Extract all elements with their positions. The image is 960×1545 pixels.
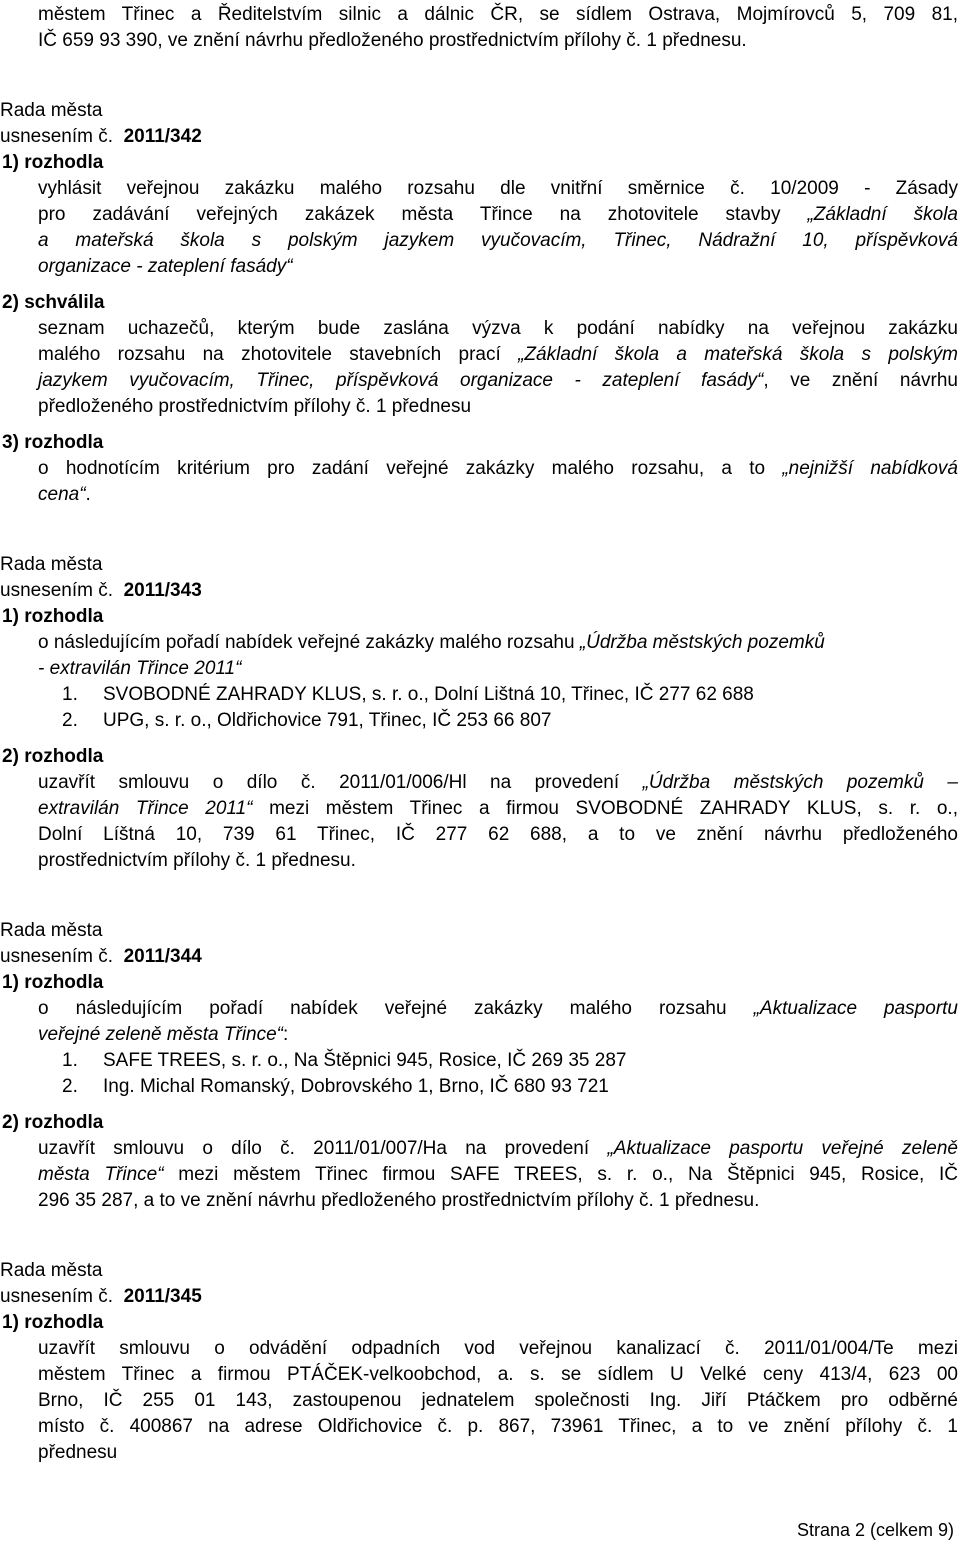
rozhodla-label: rozhodla: [24, 606, 104, 627]
rada-mesta-343: Rada města: [0, 554, 103, 575]
rozhodla-label: rozhodla: [24, 152, 104, 173]
r344-p2-line1-italic: „Aktualizace pasportu veřejné zeleně: [607, 1138, 959, 1159]
usneseni-label: usnesením č.: [0, 1286, 113, 1307]
r342-p2-line4: předloženého prostřednictvím přílohy č. 1 přednesu: [38, 396, 472, 417]
r344-list-item-1: SAFE TREES, s. r. o., Na Štěpnici 945, Rosice, IČ 269 35 287: [103, 1050, 627, 1071]
resolution-number-345: [0, 1284, 202, 1310]
r342-p2-line2-italic: „Základní škola a mateřská škola s polským: [518, 344, 958, 365]
r344-p1-line2: [38, 1022, 288, 1048]
r344-p2-line2-italic: města Třince“: [38, 1164, 164, 1185]
page-footer: Strana 2 (celkem 9): [796, 1520, 954, 1540]
r342-p1-line2-text: pro zadávání veřejných zakázek města Třince na zhotovitele stavby: [38, 204, 808, 225]
rozhodla-label: rozhodla: [24, 746, 104, 767]
point-2-344: 2) rozhodla: [2, 1112, 104, 1133]
r342-p2-line2: [38, 342, 958, 368]
r342-p2-line2-text: malého rozsahu na zhotovitele stavebních prací: [38, 344, 519, 365]
r343-p2-line1: [38, 770, 958, 796]
usneseni-label: usnesením č.: [0, 580, 113, 601]
r343-list-item-1: SVOBODNÉ ZAHRADY KLUS, s. r. o., Dolní Lištná 10, Třinec, IČ 277 62 688: [103, 684, 754, 705]
rozhodla-label: rozhodla: [24, 972, 104, 993]
point-1-345: 1) rozhodla: [2, 1312, 104, 1333]
r343-p1-line2: - extravilán Třince 2011“: [38, 658, 242, 679]
r344-list-num-2: 2.: [62, 1076, 78, 1097]
rozhodla-label: rozhodla: [24, 432, 104, 453]
r342-p1-line2-italic: „Základní škola: [807, 204, 958, 225]
r343-p1-line1: [38, 630, 825, 656]
r343-p2-line4: prostřednictvím přílohy č. 1 přednesu.: [38, 850, 356, 871]
rozhodla-label: rozhodla: [24, 1312, 104, 1333]
r345-p1-line5: přednesu: [38, 1442, 118, 1463]
r344-list-item-2: Ing. Michal Romanský, Dobrovského 1, Brno, IČ 680 93 721: [103, 1076, 609, 1097]
intro-line-1: městem Třinec a Ředitelstvím silnic a dálnic ČR, se sídlem Ostrava, Mojmírovců 5, 709 81,: [38, 4, 958, 25]
resolution-id-342: 2011/342: [123, 126, 202, 147]
r343-p1-line1-text: o následujícím pořadí nabídek veřejné zakázky malého rozsahu: [38, 632, 580, 653]
r344-p2-line2: [38, 1162, 958, 1188]
r342-p1-line4: organizace - zateplení fasády“: [38, 256, 293, 277]
resolution-number-342: [0, 124, 202, 150]
r344-p2-line1-text: uzavřít smlouvu o dílo č. 2011/01/007/Ha na provedení: [38, 1138, 608, 1159]
usneseni-label: usnesením č.: [0, 946, 113, 967]
point-2-342: 2) schválila: [2, 292, 105, 313]
r342-p3-line1-italic: „nejnižší nabídková: [782, 458, 958, 479]
point-1-343: 1) rozhodla: [2, 606, 104, 627]
r343-list-num-2: 2.: [62, 710, 78, 731]
r344-list-num-1: 1.: [62, 1050, 78, 1071]
r342-p3-line1-text: o hodnotícím kritérium pro zadání veřejné zakázky malého rozsahu, a to: [38, 458, 783, 479]
rada-mesta-342: Rada města: [0, 100, 103, 121]
r345-p1-line3: Brno, IČ 255 01 143, zastoupenou jednatelem společnosti Ing. Jiří Ptáčkem pro odběrné: [38, 1390, 958, 1411]
rada-mesta-345: Rada města: [0, 1260, 103, 1281]
schvalila-label: schválila: [24, 292, 105, 313]
r342-p3-line2: [38, 482, 91, 508]
resolution-id-343: 2011/343: [123, 580, 202, 601]
point-1-342: 1) rozhodla: [2, 152, 104, 173]
rada-mesta-344: Rada města: [0, 920, 103, 941]
r344-p2-line2-text: mezi městem Třinec firmou SAFE TREES, s. r. o., Na Štěpnici 945, Rosice, IČ: [163, 1164, 959, 1185]
r345-p1-line4: místo č. 400867 na adrese Oldřichovice č. p. 867, 73961 Třinec, a to ve znění přílohy č. 1: [38, 1416, 958, 1437]
r342-p3-line2-italic: cena“: [38, 484, 86, 505]
r344-p2-line3: 296 35 287, a to ve znění návrhu předloženého prostřednictvím přílohy č. 1 přednesu.: [38, 1190, 760, 1211]
resolution-id-344: 2011/344: [123, 946, 202, 967]
r344-p2-line1: [38, 1136, 958, 1162]
r344-p1-line2-text: :: [283, 1024, 289, 1045]
r345-p1-line1: uzavřít smlouvu o odvádění odpadních vod veřejnou kanalizací č. 2011/01/004/Te mezi: [38, 1338, 958, 1359]
usneseni-label: usnesením č.: [0, 126, 113, 147]
r345-p1-line2: městem Třinec a firmou PTÁČEK-velkoobchod, a. s. se sídlem U Velké ceny 413/4, 623 00: [38, 1364, 958, 1385]
rozhodla-label: rozhodla: [24, 1112, 104, 1133]
r344-p1-line2-italic: veřejné zeleně města Třince“: [38, 1024, 283, 1045]
r343-p2-line2: [38, 796, 958, 822]
point-2-343: 2) rozhodla: [2, 746, 104, 767]
r343-p1-line1-italic: „Údržba městských pozemků: [579, 632, 825, 653]
r343-list-num-1: 1.: [62, 684, 78, 705]
r342-p2-line3-italic: jazykem vyučovacím, Třinec, příspěvková organizace - zateplení fasády“: [38, 370, 764, 391]
r344-p1-line1: [38, 996, 958, 1022]
r342-p3-line2-text: .: [85, 484, 91, 505]
r343-p2-line1-text: uzavřít smlouvu o dílo č. 2011/01/006/Hl na provedení: [38, 772, 643, 793]
r343-p2-line2-text: mezi městem Třinec a firmou SVOBODNÉ ZAHRADY KLUS, s. r. o.,: [252, 798, 958, 819]
intro-line-2: IČ 659 93 390, ve znění návrhu předloženého prostřednictvím přílohy č. 1 přednesu.: [38, 30, 747, 51]
resolution-number-344: [0, 944, 202, 970]
point-1-344: 1) rozhodla: [2, 972, 104, 993]
point-3-342: 3) rozhodla: [2, 432, 104, 453]
r342-p2-line3-text: , ve znění návrhu: [763, 370, 958, 391]
r342-p2-line3: [38, 368, 958, 394]
r342-p1-line3: a mateřská škola s polským jazykem vyučovacím, Třinec, Nádražní 10, příspěvková: [38, 230, 958, 251]
r342-p3-line1: [38, 456, 958, 482]
resolution-id-345: 2011/345: [123, 1286, 202, 1307]
r342-p2-line1: seznam uchazečů, kterým bude zaslána výzva k podání nabídky na veřejnou zakázku: [38, 318, 958, 339]
r342-p1-line1: vyhlásit veřejnou zakázku malého rozsahu dle vnitřní směrnice č. 10/2009 - Zásady: [38, 178, 958, 199]
r343-list-item-2: UPG, s. r. o., Oldřichovice 791, Třinec, IČ 253 66 807: [103, 710, 552, 731]
r343-p2-line2-italic: extravilán Třince 2011“: [38, 798, 253, 819]
r344-p1-line1-text: o následujícím pořadí nabídek veřejné zakázky malého rozsahu: [38, 998, 754, 1019]
r343-p2-line1-italic: „Údržba městských pozemků –: [642, 772, 958, 793]
resolution-number-343: [0, 578, 202, 604]
r342-p1-line2: [38, 202, 958, 228]
r343-p2-line3: Dolní Líštná 10, 739 61 Třinec, IČ 277 62 688, a to ve znění návrhu předloženého: [38, 824, 958, 845]
r344-p1-line1-italic: „Aktualizace pasportu: [753, 998, 958, 1019]
